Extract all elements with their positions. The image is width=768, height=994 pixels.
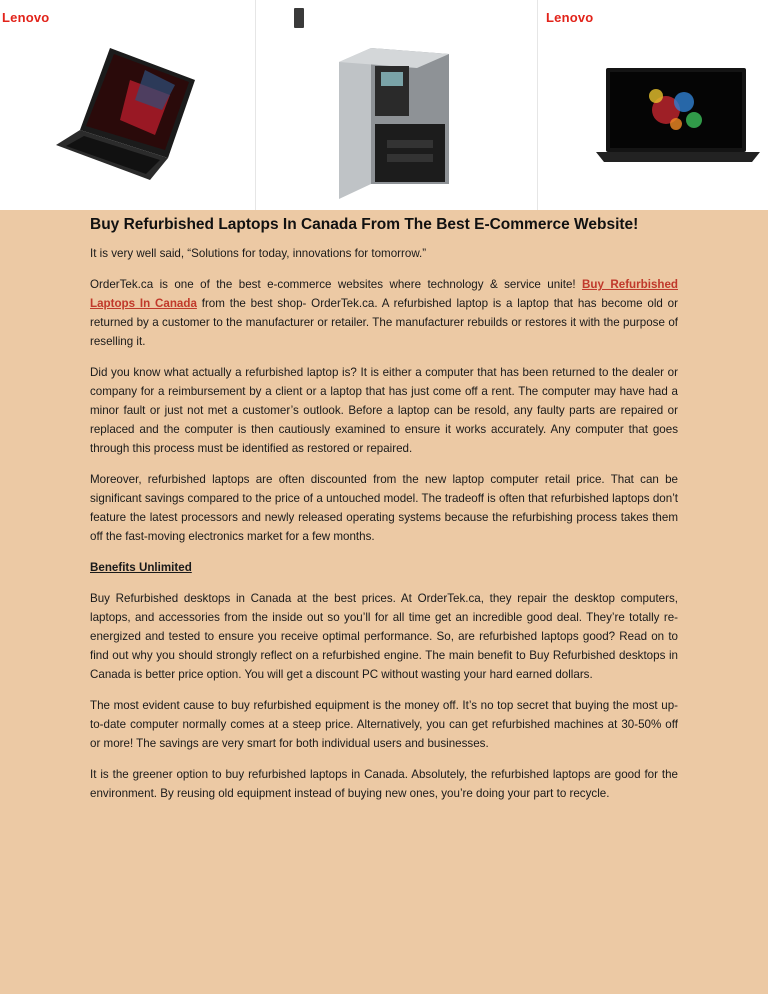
laptop-image-1 xyxy=(50,40,200,190)
paragraph-intro xyxy=(90,275,678,351)
laptop-image-2 xyxy=(596,66,760,166)
product-panel-printer[interactable] xyxy=(256,0,538,210)
product-banner xyxy=(0,0,768,210)
intro-quote: It is very well said, “Solutions for today, innovations for tomorrow.” xyxy=(90,247,427,260)
article-body xyxy=(90,210,678,815)
label-printer-image xyxy=(331,44,461,204)
lenovo-logo-2: Lenovo xyxy=(546,10,594,25)
paragraph-intro-end: from the best shop- OrderTek.ca. A refurbished laptop is a laptop that has become old or returned by a customer to the manufacturer or retailer. The manufacturer rebuilds or restores it with the purpose of reselling it. xyxy=(90,297,678,348)
paragraph-environment: It is the greener option to buy refurbished laptops in Canada. Absolutely, the refurbished laptops are good for the environment. By reusing old equipment instead of buying new ones, you’re doing your part to recycle. xyxy=(90,768,678,800)
buy-refurbished-laptops-link[interactable]: Buy Refurbished Laptops In Canada xyxy=(90,278,679,310)
benefits-subheading: Benefits Unlimited xyxy=(90,561,192,574)
lenovo-logo: Lenovo xyxy=(2,10,50,25)
paragraph-savings: The most evident cause to buy refurbished equipment is the money off. It’s no top secret that buying the most up-to-date computer normally comes at a steep price. Alternatively, you can get refurbished machines at 30-50% off or more! The savings are very smart for both individual users and businesses. xyxy=(90,699,678,750)
paragraph-intro-start: OrderTek.ca is one of the best e-commerce websites where technology & service unite! xyxy=(90,278,583,291)
article-title: Buy Refurbished Laptops In Canada From The Best E-Commerce Website! xyxy=(90,216,639,233)
paragraph-discount: Moreover, refurbished laptops are often discounted from the new laptop computer retail price. That can be significant savings compared to the price of a untouched model. The tradeoff is often that refurbished laptops don’t feature the latest processors and newly released operating systems because the refurbishing process takes them off the fast-moving electronics market for a few months. xyxy=(90,473,678,543)
paragraph-definition: Did you know what actually a refurbished laptop is? It is either a computer that has been returned to the dealer or company for a reimbursement by a client or a laptop that has just come off a rent. The computer may have had a minor fault or just not met a customer’s outlook. Before a laptop can be resold, any faulty parts are repaired or replaced and the computer is then cautiously examined to ensure it works accurately. Any computer that goes through this process must be identified as restored or repaired. xyxy=(90,366,678,455)
zebra-logo xyxy=(294,8,304,28)
product-panel-laptop-2[interactable] xyxy=(538,0,768,210)
product-panel-laptop-1[interactable] xyxy=(0,0,256,210)
paragraph-benefits: Buy Refurbished desktops in Canada at the best prices. At OrderTek.ca, they repair the desktop computers, laptops, and accessories from the inside out so you’ll for all time get an incredible good deal. They’re totally re-energized and tested to ensure you receive optimal performance. So, are refurbished laptops good? Read on to find out why you should strongly reflect on a refurbished engine. The main benefit to Buy Refurbished desktops in Canada is better price option. You will get a discount PC without wasting your hard earned dollars. xyxy=(90,592,678,681)
